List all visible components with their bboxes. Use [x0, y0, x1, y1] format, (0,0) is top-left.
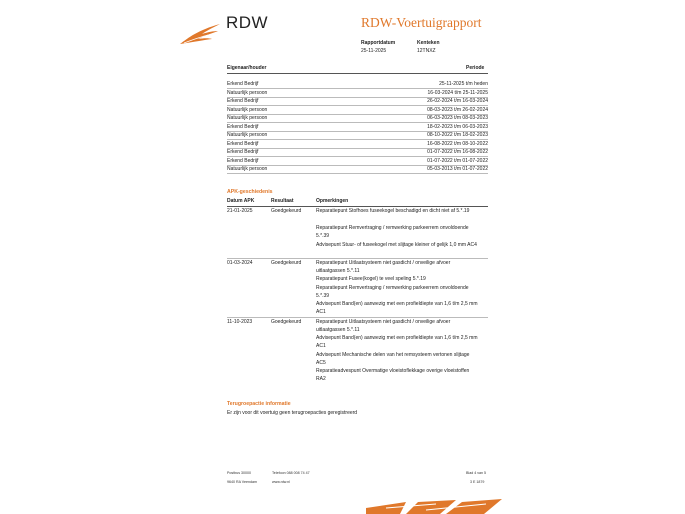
footer-website[interactable]: www.rdw.nl [272, 480, 290, 484]
row-divider [227, 131, 488, 132]
apk-entry-date: 11-10-2023 [227, 318, 253, 325]
plate-label: Kenteken [417, 40, 440, 46]
plate-value: 12TNXZ [417, 48, 436, 54]
row-divider [227, 122, 488, 123]
owner-row: Erkend Bedrijf 18-02-2023 t/m 06-03-2023 [227, 123, 488, 130]
apk-remark: Reparatiepunt Uitlaatsysteem niet gasdicht / onveilige afvoer uitlaatgassen 5.*.11 [316, 318, 451, 333]
apk-remarks-column-header: Opmerkingen [316, 198, 349, 204]
owner-row: Natuurlijk persoon 06-03-2023 t/m 08-03-2023 [227, 115, 488, 121]
owner-row: Erkend Bedrijf 26-02-2024 t/m 16-03-2024 [227, 98, 488, 104]
apk-remark: Reparatiepunt Fusee(kogel) te veel speling 5.*.19 [316, 276, 426, 282]
apk-remark: Advisepunt Mechanische delen van het remsysteem vertonen slijtage AC5 [316, 351, 470, 366]
owner-row: Natuurlijk persoon 05-03-2013 t/m 01-07-2022 [227, 166, 488, 172]
footer-document-code: 3 E 1879 [470, 480, 485, 484]
owner-row: Natuurlijk persoon 16-03-2024 t/m 25-11-2025 [227, 89, 488, 96]
row-divider [227, 88, 488, 89]
document-title: RDW-Voertuigrapport [361, 15, 482, 30]
apk-remark: Reparatieadvespunt Overmatige vloeistoflekkage overige vloeistoffen RA2 [316, 368, 470, 383]
footer-page-number: Blad 4 van 5 [466, 471, 486, 475]
row-divider [227, 148, 488, 149]
owner-row: Natuurlijk persoon 08-03-2023 t/m 26-02-2024 [227, 106, 488, 113]
owner-row: Erkend Bedrijf 16-08-2022 t/m 08-10-2022 [227, 140, 488, 147]
row-divider [227, 105, 488, 106]
apk-entry-date: 21-01-2025 [227, 208, 253, 214]
apk-date-column-header: Datum APK [227, 198, 255, 204]
row-divider [227, 165, 488, 166]
recall-text: Er zijn voor dit voertuig geen terugroepacties geregistreerd [227, 410, 358, 416]
owner-row: Natuurlijk persoon 08-10-2022 t/m 18-02-2023 [227, 132, 488, 138]
apk-entry-date: 01-03-2024 [227, 259, 253, 266]
owner-row: Erkend Bedrijf 25-11-2025 t/m heden [227, 81, 488, 87]
report-date-value: 25-11-2025 [361, 48, 387, 54]
footer-phone: Telefoon 088 008 74 47 [272, 471, 310, 475]
apk-remark: Reparatiepunt Remvertraging / remwerking parkeerrem onvoldoende 5.*.39 [316, 225, 469, 240]
apk-entry-result: Goedgekeurd [271, 318, 302, 325]
period-column-header: Periode [466, 65, 485, 71]
owner-row: Erkend Bedrijf 01-07-2022 t/m 01-07-2022 [227, 157, 488, 164]
row-divider [227, 114, 488, 115]
apk-remark: Reparatiepunt Uitlaatsysteem niet gasdicht / onveilige afvoer uitlaatgassen 5.*.11 [316, 259, 451, 274]
apk-remark: Advisepunt Band(en) aanwezig met een profieldiepte van 1,6 t/m 2,5 mm AC1 [316, 301, 478, 316]
row-divider [227, 156, 488, 157]
apk-remark: Advisepunt Stuur- of fuseekogel met slijtage kleiner of gelijk 1,0 mm AC4 [316, 241, 477, 248]
logo-text: RDW [226, 13, 269, 32]
owner-row: Erkend Bedrijf 01-07-2022 t/m 16-08-2022 [227, 149, 488, 155]
apk-entry-result: Goedgekeurd [271, 259, 302, 266]
apk-result-column-header: Resultaat [271, 198, 294, 204]
row-divider [227, 97, 488, 98]
owners-header-divider [227, 73, 488, 74]
apk-remark: Reparatiepunt Stofhoes fuseekogel beschadigd en dicht niet af 5.*.19 [316, 208, 470, 214]
recall-section-title: Terugroepactie informatie [227, 401, 291, 407]
footer-address-line2: 9640 RA Veendam [227, 480, 257, 484]
rdw-logo-icon [178, 22, 222, 46]
row-divider [227, 173, 488, 174]
footer-address-line1: Postbus 30000 [227, 471, 251, 475]
apk-section-title: APK-geschiedenis [227, 189, 273, 195]
apk-remark: Advisepunt Band(en) aanwezig met een profieldiepte van 1,6 t/m 2,5 mm AC1 [316, 335, 478, 350]
apk-remark: Reparatiepunt Remvertraging / remwerking parkeerrem onvoldoende 5.*.39 [316, 284, 469, 299]
owner-column-header: Eigenaar/houder [227, 65, 267, 71]
row-divider [227, 139, 488, 140]
apk-entry-result: Goedgekeurd [271, 208, 302, 214]
report-date-label: Rapportdatum [361, 40, 396, 46]
footer-wing-decoration-icon [366, 498, 502, 514]
